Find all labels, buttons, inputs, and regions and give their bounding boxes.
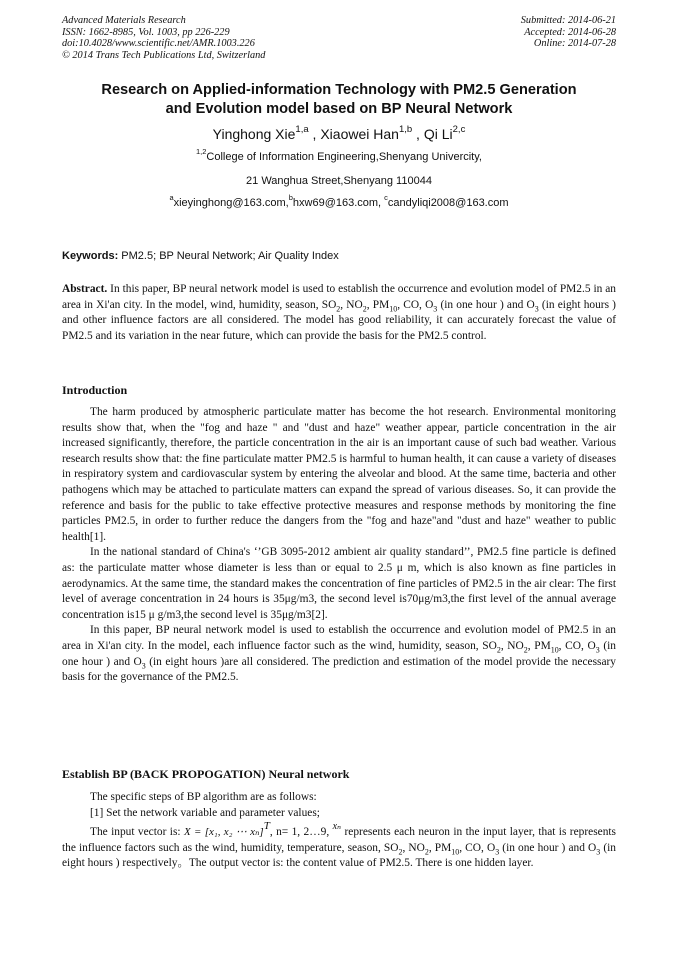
affiliation-text: College of Information Engineering,Shenyang Univercity,	[206, 151, 482, 163]
subscript: 2	[424, 847, 429, 857]
paragraph	[62, 819, 616, 872]
author-list	[62, 125, 616, 143]
paragraph-text: , n= 1, 2…9,	[269, 826, 330, 839]
title-line-1: Research on Applied-information Technology with PM2.5 Generation	[101, 82, 577, 98]
abstract	[62, 282, 616, 344]
paragraph-text: , NO	[402, 841, 425, 854]
abstract-text: (in eight hours ) and other influence factors are all considered. The model has good reliability, it can accurately forecast the value of PM2.5 and its variation in the near future, which can provide the basis for the PM2.5 control.	[62, 298, 616, 342]
subscript: 3	[534, 303, 539, 313]
subscript: 10	[550, 645, 559, 655]
paragraph-text: , PM	[428, 841, 452, 854]
subscript: 2	[336, 303, 341, 313]
paragraph	[62, 623, 616, 685]
abstract-text: , CO, O	[397, 298, 434, 311]
abstract-text: , PM	[366, 298, 390, 311]
formula-superscript: T	[263, 819, 270, 832]
bp-body	[62, 790, 616, 872]
email-superscript: c	[384, 193, 388, 203]
author-name: Yinghong Xie	[212, 126, 296, 142]
paragraph-text: (in eight hours ) respectively。The output vector is: the content value of PM2.5. There is one hidden layer.	[62, 841, 616, 870]
abstract-text: , NO	[340, 298, 363, 311]
email-link[interactable]: xieyinghong@163.com,	[173, 197, 289, 209]
subscript: 3	[495, 847, 500, 857]
author-superscript: 2,c	[452, 123, 466, 135]
keywords	[62, 249, 616, 263]
subscript: 10	[389, 303, 398, 313]
abstract-label: Abstract.	[62, 283, 108, 295]
introduction-body	[62, 405, 616, 686]
affiliation-line-1	[62, 147, 616, 164]
subscript: 2	[523, 645, 528, 655]
paragraph-text: , NO	[500, 639, 524, 652]
paragraph-text: (in one hour ) and O	[499, 841, 597, 854]
keywords-label: Keywords:	[62, 250, 119, 262]
accepted-date: Accepted: 2014-06-28	[524, 26, 616, 38]
paragraph-text: In this paper, BP neural network model is used to establish the occurrence and evolution model of PM2.5 in an area in Xi'an city. In the model, each influence factor such as the wind, humidity, season, SO	[62, 624, 616, 652]
journal-name: Advanced Materials Research	[62, 15, 186, 26]
author-superscript: 1,b	[398, 123, 413, 135]
paragraph-text: , CO, O	[459, 841, 496, 854]
title-line-2: and Evolution model based on BP Neural Network	[165, 101, 513, 117]
email-superscript: a	[169, 193, 174, 203]
author-name: Qi Li	[423, 126, 453, 142]
neuron-symbol: xₙ	[332, 821, 342, 833]
journal-header	[62, 15, 265, 61]
abstract-text: In this paper, BP neural network model is used to establish the occurrence and evolution model of PM2.5 in an area in Xi'an city. In the model, wind, humidity, season, SO	[62, 283, 616, 311]
keywords-text: PM2.5; BP Neural Network; Air Quality Index	[118, 250, 339, 262]
paragraph-text: represents each neuron in the input layer, that is represents the influence factors such as the wind, humidity, temperature, season, SO	[62, 826, 616, 854]
paragraph: The specific steps of BP algorithm are as follows:	[90, 791, 317, 803]
affiliation-address: 21 Wanghua Street,Shenyang 110044	[246, 175, 432, 187]
submitted-date: Submitted: 2014-06-21	[520, 15, 616, 26]
author-emails	[62, 193, 616, 210]
paragraph: The harm produced by atmospheric particulate matter has become the hot research. Environmental monitoring results show that, when the "fog and haze " and "dust and haze" weather appear, particle concentration in the air increased significantly, therefore, the particle concentration in the air is an important cause of such bad weather. Various research results show that: the fine particulate matter PM2.5 is harmful to human health, it can cause a variety of diseases in respiratory system and cardiovascular system by entering the alveolar and blood. At the same time, bacteria and other pathogens which may be attached to particulate matters can expand the spread of various diseases. So, it can provide the reference and basis for the public to take effective protective measures and response methods by monitoring the fine particles PM2.5, in order to further reduce the dangers from the "fog and haze"and "dust and haze" weather to public health[1].	[62, 406, 616, 543]
author-separator: ,	[308, 126, 321, 142]
journal-issn: ISSN: 1662-8985, Vol. 1003, pp 226-229	[62, 26, 230, 38]
abstract-text: (in one hour ) and O	[437, 298, 535, 311]
email-superscript: b	[288, 193, 293, 203]
paragraph: [1] Set the network variable and parameter values;	[90, 806, 320, 819]
paragraph-text: , PM	[527, 639, 551, 652]
subscript: 2	[362, 303, 367, 313]
author-name: Xiaowei Han	[320, 126, 399, 142]
email-link[interactable]: candyliqi2008@163.com	[387, 197, 509, 209]
subscript: 2	[496, 645, 501, 655]
affiliation-superscript: 1,2	[196, 147, 207, 157]
subscript: 2	[398, 847, 403, 857]
affiliation-line-2	[62, 174, 616, 188]
paragraph-text: , CO, O	[558, 639, 596, 652]
subscript: 3	[595, 645, 600, 655]
author-superscript: 1,a	[295, 123, 309, 135]
paragraph: In the national standard of China's ‘’GB 3095-2012 ambient air quality standard’’, PM2.5 fine particle is defined as: the particulate matter whose diameter is less than or equal to 2.5 μ m, which is also known as fine particles in aerodynamics. At the same time, the standard makes the concentration of fine particles of PM2.5 in the air clear: The first level of average concentration in 24 hours is 35μg/m3, the second level is70μg/m3,the first level of the annual average concentration is15 μ g/m3,the second level is 35μg/m3[2].	[62, 546, 616, 621]
subscript: 3	[433, 303, 438, 313]
section-heading-introduction: Introduction	[62, 383, 128, 397]
author-separator: ,	[412, 126, 424, 142]
subscript: 3	[596, 847, 601, 857]
subscript: 10	[451, 847, 460, 857]
subscript: 3	[141, 660, 146, 670]
online-date: Online: 2014-07-28	[533, 38, 616, 50]
paper-title	[62, 81, 616, 119]
email-link[interactable]: hxw69@163.com,	[292, 197, 385, 209]
section-heading-bp-network: Establish BP (BACK PROPOGATION) Neural network	[62, 767, 350, 781]
dates-header	[521, 15, 616, 50]
input-vector-formula: X = [x₁, x₂ ⋯ xₙ]	[183, 826, 264, 839]
paragraph-text: The input vector is:	[90, 826, 181, 839]
journal-copyright: © 2014 Trans Tech Publications Ltd, Switzerland	[62, 49, 266, 61]
paragraph-text: (in eight hours )are all considered. The prediction and estimation of the model provide the necessary basis for the governance of the PM2.5.	[62, 655, 616, 684]
paragraph-text: (in one hour ) and O	[62, 639, 616, 668]
journal-doi: doi:10.4028/www.scientific.net/AMR.1003.226	[62, 38, 255, 50]
